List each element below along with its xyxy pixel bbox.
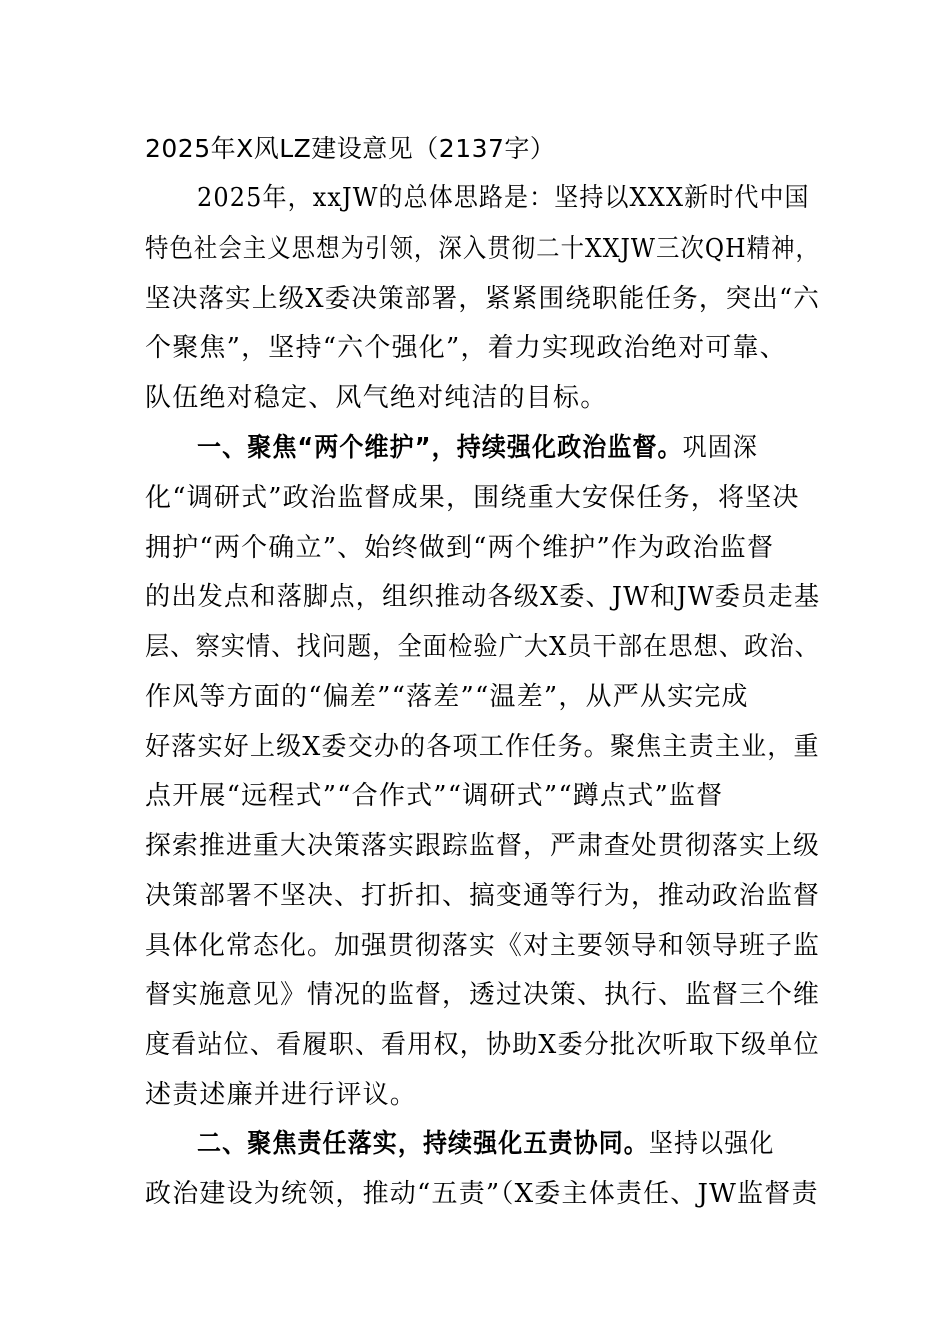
section-1-first-line <box>197 431 820 465</box>
section-1-line: 的出发点和落脚点，组织推动各级X委、JW和JW委员走基 <box>145 582 821 612</box>
section-1-line: 具体化常态化。加强贯彻落实《对主要领导和领导班子监 <box>145 931 820 961</box>
section-1-line: 拥护“两个确立”、始终做到“两个维护”作为政治监督 <box>145 533 775 563</box>
section-1-line: 点开展“远程式”“合作式”“调研式”“蹲点式”监督 <box>145 781 724 811</box>
section-1-line: 好落实好上级X委交办的各项工作任务。聚焦主责主业，重 <box>145 732 820 762</box>
paragraph-1-line-2: 特色社会主义思想为引领，深入贯彻二十XXJW三次QH精神， <box>145 234 820 264</box>
section-1-line: 作风等方面的“偏差”“落差”“温差”，从严从实完成 <box>145 682 749 712</box>
section-1-heading: 一、聚焦“两个维护”，持续强化政治监督。 <box>197 433 683 463</box>
paragraph-1-line-5: 队伍绝对稳定、风气绝对纯洁的目标。 <box>145 383 608 413</box>
section-2-heading: 二、聚焦责任落实，持续强化五责协同。 <box>197 1129 649 1159</box>
section-1-first-text: 巩固深 <box>682 433 758 463</box>
section-2-first-text: 坚持以强化 <box>648 1129 775 1159</box>
section-1-line: 度看站位、看履职、看用权，协助X委分批次听取下级单位 <box>145 1030 820 1060</box>
paragraph-1-line-3: 坚决落实上级X委决策部署，紧紧围绕职能任务，突出“六 <box>145 284 820 314</box>
section-2-line: 政治建设为统领，推动“五责”（X委主体责任、JW监督责 <box>145 1179 819 1209</box>
section-1-line: 化“调研式”政治监督成果，围绕重大安保任务，将坚决 <box>145 483 800 513</box>
paragraph-1-line-1: 2025年，xxJW的总体思路是：坚持以XXX新时代中国 <box>197 183 810 213</box>
paragraph-1-line-4: 个聚焦”，坚持“六个强化”，着力实现政治绝对可靠、 <box>145 333 787 363</box>
section-1-line: 决策部署不坚决、打折扣、搞变通等行为，推动政治监督 <box>145 881 820 911</box>
section-1-line: 述责述廉并进行评议。 <box>145 1080 418 1110</box>
section-1-line: 督实施意见》情况的监督，透过决策、执行、监督三个维 <box>145 980 820 1010</box>
section-2-first-line <box>197 1127 820 1161</box>
document-title: 2025年X风LZ建设意见（2137字） <box>145 134 556 163</box>
section-1-line: 层、察实情、找问题，全面检验广大X员干部在思想、政治、 <box>145 632 820 662</box>
section-1-line: 探索推进重大决策落实跟踪监督，严肃查处贯彻落实上级 <box>145 831 820 861</box>
